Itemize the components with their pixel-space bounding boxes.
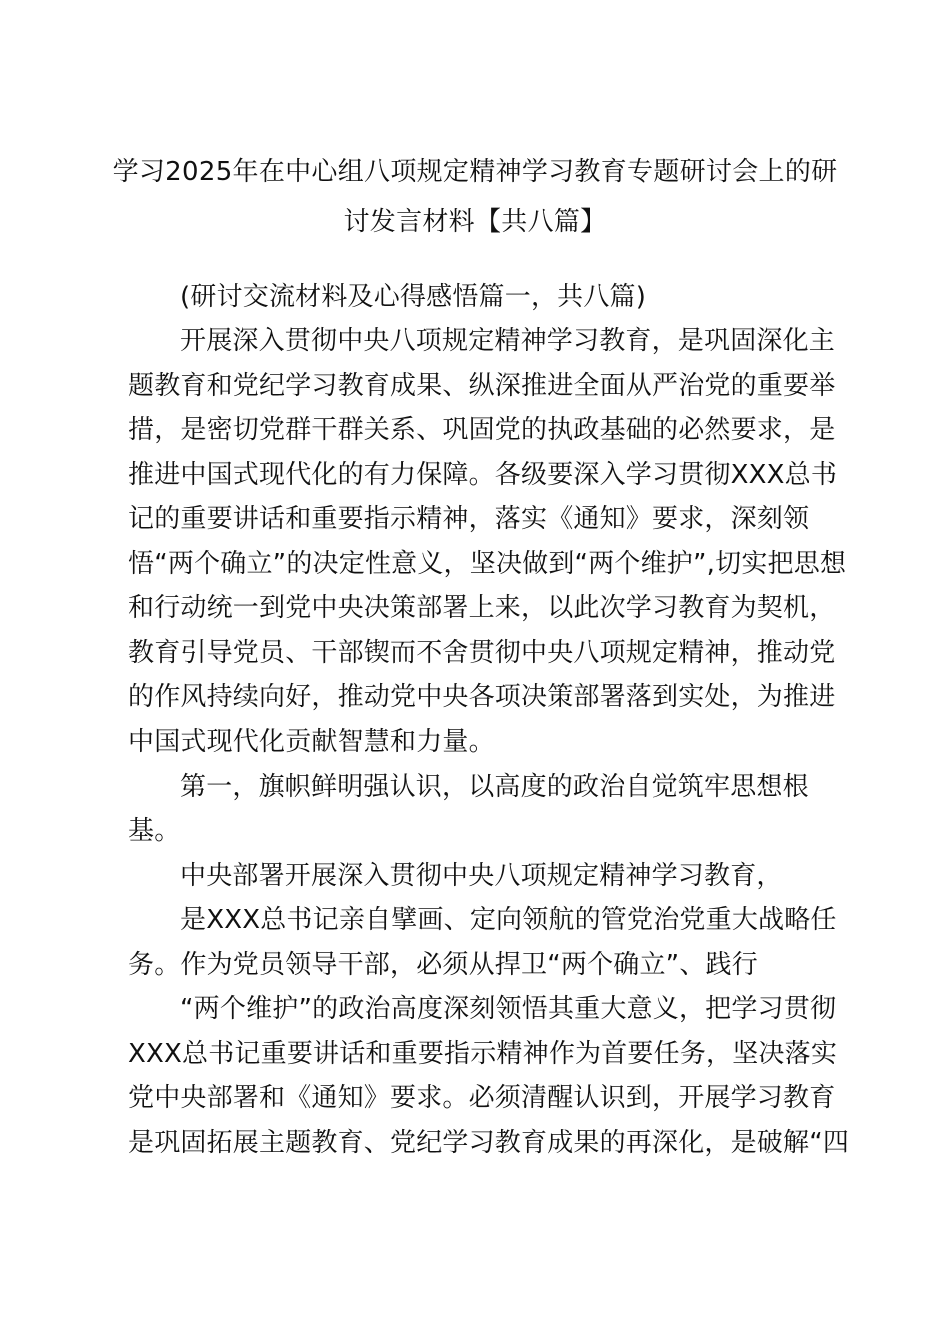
section-heading-line: 基。 — [128, 816, 181, 846]
paragraph-line: 教育引导党员、干部锲而不舍贯彻中央八项规定精神，推动党 — [128, 638, 836, 668]
paragraph-line: “两个维护”的政治高度深刻领悟其重大意义，把学习贯彻 — [180, 994, 837, 1024]
paragraph-line: 推进中国式现代化的有力保障。各级要深入学习贯彻XXX总书 — [128, 460, 838, 490]
paragraph-line: 务。作为党员领导干部，必须从捍卫“两个确立”、践行 — [128, 950, 758, 980]
document-title-line-1: 学习2025年在中心组八项规定精神学习教育专题研讨会上的研 — [112, 157, 838, 187]
paragraph-line: 中国式现代化贡献智慧和力量。 — [128, 727, 495, 757]
paragraph-line: 是XXX总书记亲自擘画、定向领航的管党治党重大战略任 — [180, 905, 837, 935]
paragraph-line: XXX总书记重要讲话和重要指示精神作为首要任务，坚决落实 — [128, 1039, 838, 1069]
paragraph-line: 题教育和党纪学习教育成果、纵深推进全面从严治党的重要举 — [128, 371, 836, 401]
section-heading-line: 第一，旗帜鲜明强认识，以高度的政治自觉筑牢思想根 — [180, 772, 809, 802]
paragraph-line: 的作风持续向好，推动党中央各项决策部署落到实处，为推进 — [128, 682, 836, 712]
paragraph-line: 中央部署开展深入贯彻中央八项规定精神学习教育， — [180, 861, 783, 891]
paragraph-line: 悟“两个确立”的决定性意义，坚决做到“两个维护”,切实把思想 — [128, 549, 847, 579]
subtitle-line: (研讨交流材料及心得感悟篇一，共八篇) — [180, 282, 647, 312]
paragraph-line: 是巩固拓展主题教育、党纪学习教育成果的再深化，是破解“四 — [128, 1128, 850, 1158]
paragraph-line: 和行动统一到党中央决策部署上来，以此次学习教育为契机， — [128, 593, 836, 623]
paragraph-line: 党中央部署和《通知》要求。必须清醒认识到，开展学习教育 — [128, 1083, 836, 1113]
document-title-line-2: 讨发言材料【共八篇】 — [343, 207, 607, 237]
paragraph-line: 开展深入贯彻中央八项规定精神学习教育，是巩固深化主 — [180, 326, 836, 356]
paragraph-line: 措，是密切党群干群关系、巩固党的执政基础的必然要求，是 — [128, 415, 836, 445]
paragraph-line: 记的重要讲话和重要指示精神，落实《通知》要求，深刻领 — [128, 504, 810, 534]
